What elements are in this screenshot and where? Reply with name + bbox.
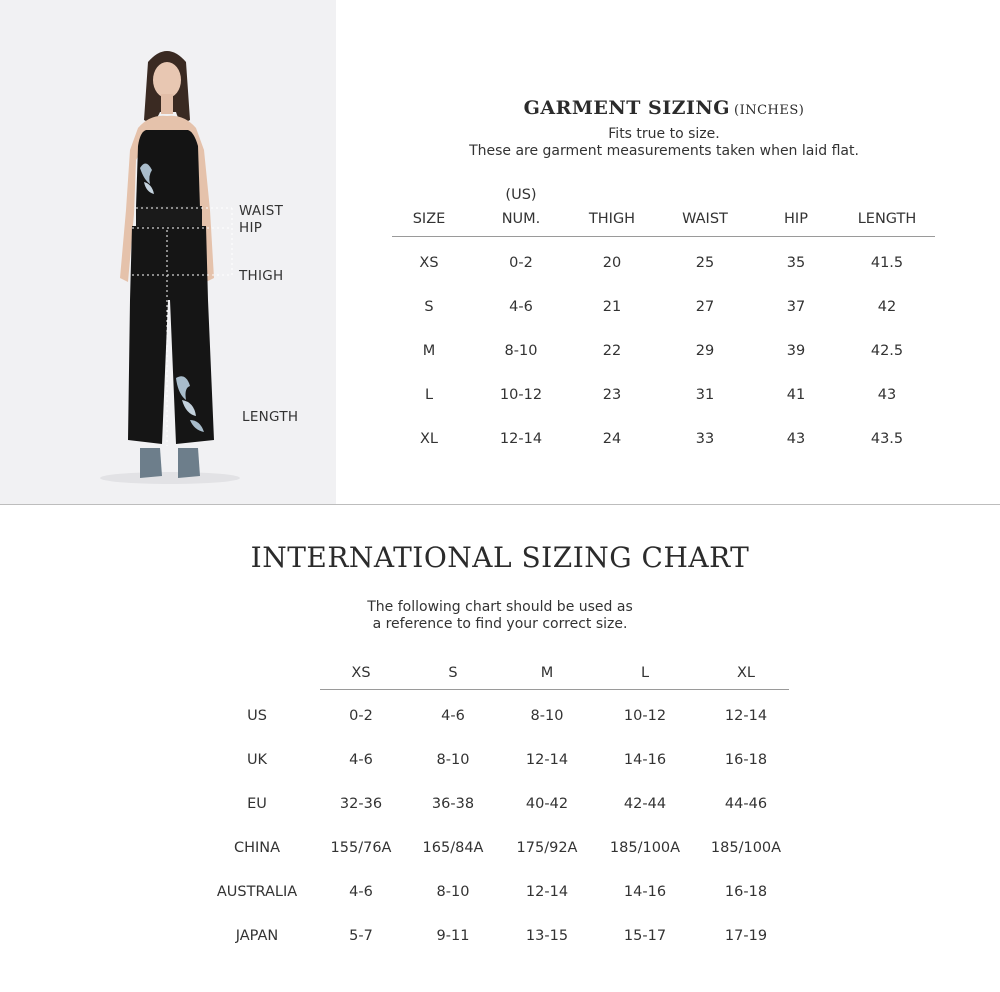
garment-cell-length: 43 <box>877 387 897 403</box>
intl-size-cell: 15-17 <box>623 928 667 944</box>
intl-column-header: L <box>640 665 650 681</box>
garment-sizing-title <box>400 97 928 119</box>
intl-size-cell: 16-18 <box>724 752 768 768</box>
column-header-size: SIZE <box>412 211 446 227</box>
garment-cell-num: 12-14 <box>499 431 543 447</box>
intl-size-cell: 8-10 <box>530 708 564 724</box>
garment-cell-hip: 41 <box>786 387 806 403</box>
intl-size-cell: 185/100A <box>710 840 782 856</box>
intl-size-cell: 42-44 <box>623 796 667 812</box>
intl-size-cell: 12-14 <box>525 752 569 768</box>
garment-cell-num: 10-12 <box>499 387 543 403</box>
garment-table-rule <box>392 236 935 237</box>
intl-size-cell: 10-12 <box>623 708 667 724</box>
garment-cell-num: 0-2 <box>509 255 533 271</box>
intl-column-header: XS <box>351 665 371 681</box>
intl-size-cell: 5-7 <box>349 928 373 944</box>
column-header-thigh: THIGH <box>588 211 636 227</box>
garment-cell-waist: 31 <box>695 387 715 403</box>
intl-size-cell: 9-11 <box>436 928 470 944</box>
garment-cell-num: 8-10 <box>504 343 538 359</box>
intl-column-header: XL <box>736 665 756 681</box>
column-header-us: (US) <box>505 187 537 203</box>
garment-cell-thigh: 22 <box>602 343 622 359</box>
intl-size-cell: 4-6 <box>441 708 465 724</box>
intl-row-label: EU <box>247 796 267 812</box>
garment-cell-waist: 29 <box>695 343 715 359</box>
intl-size-cell: 165/84A <box>422 840 484 856</box>
intl-size-cell: 14-16 <box>623 884 667 900</box>
column-header-num: NUM. <box>501 211 541 227</box>
garment-cell-length: 42.5 <box>870 343 904 359</box>
garment-cell-size: XL <box>419 431 439 447</box>
garment-cell-num: 4-6 <box>509 299 533 315</box>
hip-measure-label: HIP <box>239 220 263 236</box>
intl-size-cell: 17-19 <box>724 928 768 944</box>
intl-size-cell: 40-42 <box>525 796 569 812</box>
intl-size-cell: 13-15 <box>525 928 569 944</box>
garment-cell-thigh: 24 <box>602 431 622 447</box>
garment-sizing-unit: (INCHES) <box>734 103 805 118</box>
garment-cell-size: XS <box>419 255 439 271</box>
intl-size-cell: 44-46 <box>724 796 768 812</box>
garment-cell-size: M <box>422 343 436 359</box>
intl-size-cell: 4-6 <box>349 752 373 768</box>
column-header-waist: WAIST <box>682 211 728 227</box>
section-divider <box>0 504 1000 505</box>
international-chart-title: INTERNATIONAL SIZING CHART <box>250 541 750 574</box>
intl-column-header: M <box>540 665 554 681</box>
intl-row-label: CHINA <box>233 840 281 856</box>
garment-cell-hip: 35 <box>786 255 806 271</box>
intl-size-cell: 36-38 <box>431 796 475 812</box>
intl-size-cell: 0-2 <box>349 708 373 724</box>
intl-row-label: US <box>247 708 267 724</box>
intl-size-cell: 8-10 <box>436 752 470 768</box>
intl-size-cell: 185/100A <box>609 840 681 856</box>
garment-cell-waist: 27 <box>695 299 715 315</box>
intl-size-cell: 32-36 <box>339 796 383 812</box>
column-header-hip: HIP <box>784 211 808 227</box>
garment-cell-waist: 25 <box>695 255 715 271</box>
international-note-line1: The following chart should be used as <box>367 599 633 615</box>
intl-row-label: AUSTRALIA <box>216 884 298 900</box>
garment-cell-hip: 37 <box>786 299 806 315</box>
garment-cell-size: S <box>424 299 434 315</box>
international-note-line2: a reference to find your correct size. <box>372 616 628 632</box>
garment-cell-length: 43.5 <box>870 431 904 447</box>
intl-size-cell: 16-18 <box>724 884 768 900</box>
length-measure-label: LENGTH <box>242 409 299 425</box>
garment-measure-note: These are garment measurements taken when laid flat. <box>469 143 859 159</box>
intl-size-cell: 175/92A <box>516 840 578 856</box>
thigh-measure-label: THIGH <box>239 268 284 284</box>
intl-size-cell: 4-6 <box>349 884 373 900</box>
garment-cell-hip: 39 <box>786 343 806 359</box>
intl-size-cell: 14-16 <box>623 752 667 768</box>
intl-size-cell: 8-10 <box>436 884 470 900</box>
model-photo-panel <box>0 0 336 504</box>
intl-size-cell: 12-14 <box>724 708 768 724</box>
garment-cell-size: L <box>424 387 434 403</box>
model-figure-illustration <box>0 0 336 504</box>
intl-size-cell: 12-14 <box>525 884 569 900</box>
intl-size-cell: 155/76A <box>330 840 392 856</box>
waist-measure-label: WAIST <box>239 203 284 219</box>
garment-cell-thigh: 20 <box>602 255 622 271</box>
intl-row-label: UK <box>246 752 268 768</box>
international-table-rule <box>320 689 789 690</box>
column-header-length: LENGTH <box>857 211 917 227</box>
intl-row-label: JAPAN <box>235 928 279 944</box>
garment-fit-note: Fits true to size. <box>608 126 720 142</box>
garment-cell-length: 42 <box>877 299 897 315</box>
intl-column-header: S <box>448 665 458 681</box>
garment-cell-thigh: 21 <box>602 299 622 315</box>
garment-cell-thigh: 23 <box>602 387 622 403</box>
garment-cell-length: 41.5 <box>870 255 904 271</box>
garment-cell-hip: 43 <box>786 431 806 447</box>
garment-sizing-heading: GARMENT SIZING <box>523 97 730 119</box>
garment-cell-waist: 33 <box>695 431 715 447</box>
